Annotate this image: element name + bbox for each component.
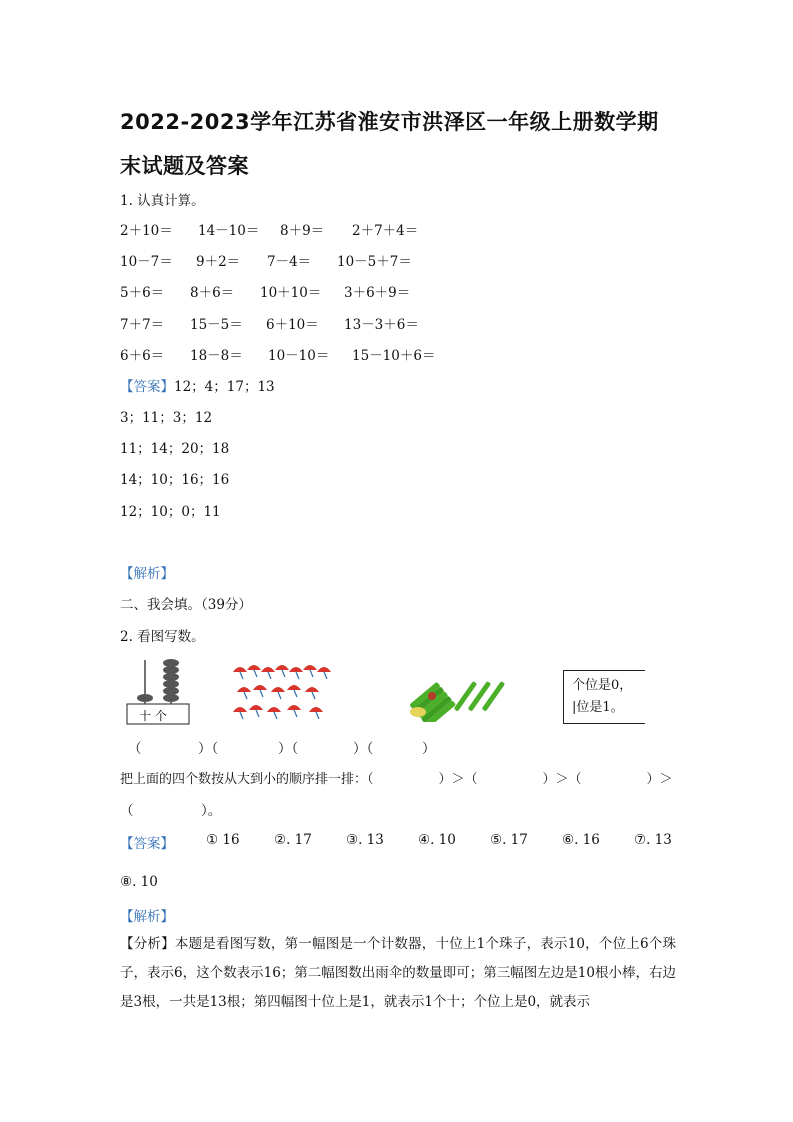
ones-bead (163, 673, 179, 681)
calc-expression: 7＋7＝ (120, 317, 165, 333)
umbrella-icon (267, 707, 281, 719)
calc-expression: 18－8＝ (190, 348, 243, 364)
calc-expression: 13－3＋6＝ (344, 317, 419, 333)
sticks-picture (408, 674, 508, 722)
calc-expression: 2＋10＝ (120, 223, 173, 239)
question-2-heading: 2. 看图写数。 (120, 629, 205, 645)
answer-line-5: 12；10；0；11 (120, 504, 221, 520)
answer-tag: 【答案】 (120, 379, 174, 395)
blank-paren: ）（ (198, 741, 219, 757)
answer-item: ① 16 (206, 832, 240, 848)
calc-expression: 3＋6＋9＝ (344, 285, 411, 301)
calc-expression: 14－10＝ (198, 223, 260, 239)
answer-line-3: 11；14；20；18 (120, 441, 230, 457)
umbrella-icon (233, 667, 247, 679)
calc-expression: 15－10＋6＝ (352, 348, 436, 364)
analysis-label: 【分析】 (120, 936, 175, 952)
calc-expression: 5＋6＝ (120, 285, 165, 301)
answer-item: ⑥. 16 (562, 832, 600, 848)
umbrella-icon (317, 667, 331, 679)
calc-expression: 15－5＝ (190, 317, 243, 333)
answer-item: ③. 13 (346, 832, 384, 848)
answer-tag: 【答案】 (120, 836, 174, 852)
calc-expression: 10－5＋7＝ (337, 254, 412, 270)
calc-expression: 8＋9＝ (280, 223, 325, 239)
ones-bead (163, 659, 179, 667)
umbrellas-picture (232, 660, 336, 724)
umbrella-icon (253, 685, 267, 697)
answer-item: ⑤. 17 (490, 832, 528, 848)
blank-paren: ）（ (278, 741, 299, 757)
umbrella-icon (233, 707, 247, 719)
abacus-label: 十 个 (139, 709, 167, 723)
analysis-paragraph (120, 930, 676, 1017)
ones-bead (163, 694, 179, 702)
analysis-text: 本题是看图写数，第一幅图是一个计数器，十位上1个珠子，表示10，个位上6个珠子，表示6，这个数表示16；第二幅图数出雨伞的数量即可；第三幅图左边是10根小棒，右边是3根，一共是13根；第四幅图十位上是1，就表示1个十；个位上是0，就表示 (120, 936, 677, 1010)
answer-line-4: 14；10；16；16 (120, 472, 230, 488)
place-value-box (563, 670, 645, 724)
calc-expression: 6＋10＝ (266, 317, 319, 333)
blank-paren: ） (422, 741, 436, 757)
calc-expression: 10－10＝ (268, 348, 330, 364)
tens-bead (137, 694, 153, 702)
umbrella-icon (305, 687, 319, 699)
umbrella-icon (237, 687, 251, 699)
answer-item: ⑦. 13 (634, 832, 672, 848)
answer-line-2: 3；11；3；12 (120, 410, 213, 426)
question-1-heading: 1. 认真计算。 (120, 193, 205, 209)
q2-analysis-tag: 【解析】 (120, 909, 174, 925)
calc-expression: 6＋6＝ (120, 348, 165, 364)
answer-item: ②. 17 (274, 832, 312, 848)
umbrella-icon (249, 705, 263, 717)
ones-place-text: 个位是0， (572, 678, 633, 693)
ones-bead (163, 687, 179, 695)
umbrella-icon (289, 667, 303, 679)
umbrella-icon (261, 667, 275, 679)
calc-expression: 7－4＝ (267, 254, 312, 270)
q1-answer-tag (120, 375, 275, 395)
tens-place-text: |位是1。 (572, 700, 624, 715)
umbrella-icon (247, 665, 261, 677)
ones-bead (163, 666, 179, 674)
order-question: 把上面的四个数按从大到小的顺序排一排：（ ）＞（ ）＞（ ）＞ (120, 772, 673, 787)
calc-expression: 2＋7＋4＝ (352, 223, 419, 239)
answer-item: ④. 10 (418, 832, 456, 848)
umbrella-icon (287, 705, 301, 717)
q1-analysis-tag: 【解析】 (120, 566, 174, 582)
answer-line-1: 12；4；17；13 (174, 379, 275, 395)
order-question-cont: （ ）。 (120, 803, 222, 819)
calc-expression: 10＋10＝ (260, 285, 322, 301)
calc-expression: 10－7＝ (120, 254, 173, 270)
blank-paren: ）（ (353, 741, 374, 757)
page-title: 2022-2023学年江苏省淮安市洪泽区一年级上册数学期末试题及答案 (120, 110, 659, 178)
calc-expression: 8＋6＝ (190, 285, 235, 301)
answer-item-last: ⑧. 10 (120, 874, 158, 890)
umbrella-icon (303, 665, 317, 677)
ones-bead (163, 680, 179, 688)
section-2-heading: 二、我会填。（39分） (120, 597, 252, 613)
umbrella-icon (275, 665, 289, 677)
calc-expression: 9＋2＝ (196, 254, 241, 270)
stick-bundle (409, 682, 456, 722)
umbrella-icon (287, 685, 301, 697)
blank-paren: （ (128, 741, 142, 757)
umbrella-icon (271, 687, 285, 699)
abacus-picture (125, 658, 193, 728)
umbrella-icon (309, 707, 323, 719)
